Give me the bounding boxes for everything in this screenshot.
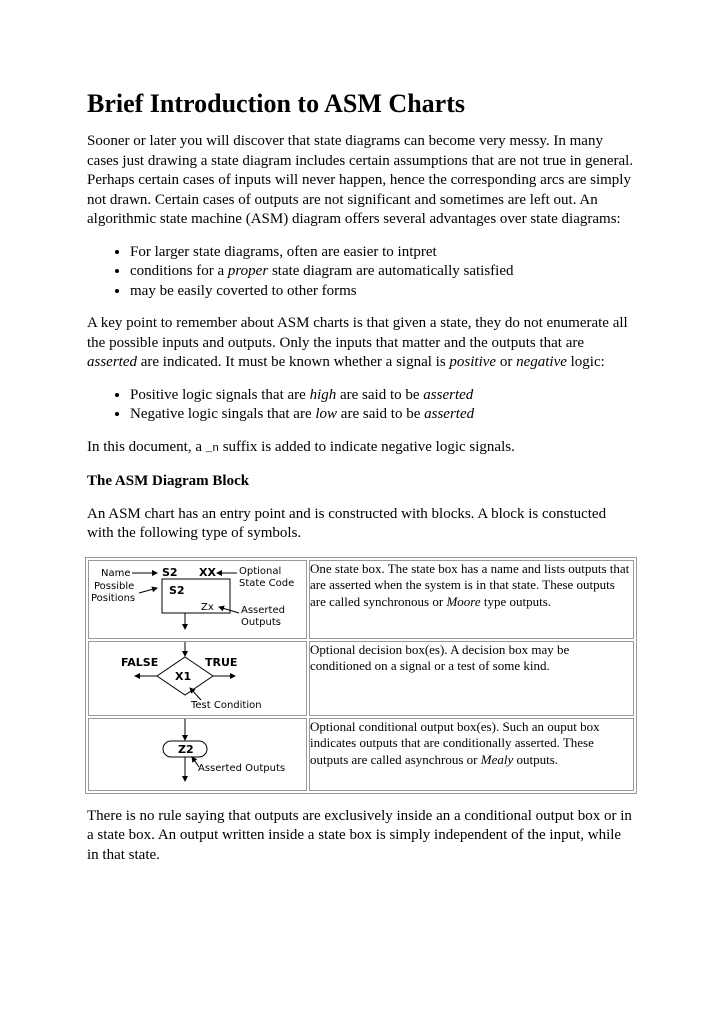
outputs-label: Outputs <box>241 616 281 628</box>
document-page <box>87 88 635 878</box>
intro-paragraph: Sooner or later you will discover that state diagrams can become very messy. In many cases just drawing a state diagram includes certain assumptions that are not true in general. Perhaps certain cases of inputs will never happen, hence the corresponding arcs are simply not drawn. Certain cases of outputs are not significant and sometimes are left out. An algorithmic state machine (ASM) diagram offers several advantages over state diagrams: <box>87 133 634 227</box>
list-item: • conditions for a proper state diagram are automatically satisfied <box>130 262 635 282</box>
asserted-arrow <box>219 607 239 613</box>
code-suffix: _n <box>205 442 219 455</box>
list-item: • Negative logic singals that are low are said to be asserted <box>130 405 635 425</box>
conditional-box-diagram <box>89 719 306 785</box>
list-item: • Positive logic signals that are high are said to be asserted <box>130 386 635 406</box>
advantages-list <box>87 243 635 302</box>
test-condition-label: Test Condition <box>191 699 262 710</box>
optional-label: Optional <box>239 565 282 577</box>
asserted-outputs-label: Asserted Outputs <box>198 762 286 774</box>
possible-label: Possible <box>94 580 135 592</box>
state-code: XX <box>199 565 216 579</box>
table-row <box>88 641 634 716</box>
decision-box-figure <box>88 641 307 716</box>
state-output: Zx <box>201 601 214 613</box>
state-name-top: S2 <box>162 565 178 579</box>
list-item: • may be easily coverted to other forms <box>130 282 635 302</box>
positions-label: Positions <box>91 592 136 604</box>
state-name-box: S2 <box>169 583 185 597</box>
test-arrow <box>190 688 201 700</box>
asserted-label: Asserted <box>241 604 285 616</box>
name-label: Name <box>101 567 131 579</box>
state-box-description: One state box. The state box has a name and lists outputs that are asserted when the system is in that state. These outputs are called synchronous or Moore type outputs. <box>309 560 634 639</box>
block-intro-paragraph: An ASM chart has an entry point and is constructed with blocks. A block is constucted with the following type of symbols. <box>87 505 607 541</box>
logic-list <box>87 386 635 425</box>
closing-paragraph: There is no rule saying that outputs are exclusively inside an a conditional output box or in a state box. An output written inside a state box is simply independent of the input, while in that state. <box>87 807 632 863</box>
decision-box-diagram <box>89 642 306 710</box>
state-box-figure <box>88 560 307 639</box>
conditional-box-figure <box>88 718 307 791</box>
conditional-box-description: Optional conditional output box(es). Such an ouput box indicates outputs that are conditionally asserted. These outputs are called asynchrous or Mealy outputs. <box>309 718 634 791</box>
decision-box-description: Optional decision box(es). A decision box may be conditioned on a signal or a test of some kind. <box>309 641 634 716</box>
section-heading: The ASM Diagram Block <box>87 473 250 489</box>
list-item: • For larger state diagrams, often are easier to intpret <box>130 243 635 263</box>
table-row <box>88 560 634 639</box>
decision-condition: X1 <box>175 669 192 683</box>
false-label: FALSE <box>121 655 159 669</box>
suffix-paragraph: In this document, a _n suffix is added to indicate negative logic signals. <box>87 438 515 455</box>
conditional-output: Z2 <box>178 742 194 756</box>
keypoint-paragraph: A key point to remember about ASM charts is that given a state, they do not enumerate all the possible inputs and outputs. Only the inputs that matter and the outputs that are asserted are indicated. It must be known whether a signal is positive or negative logic: <box>87 315 628 370</box>
state-code-label: State Code <box>239 577 295 589</box>
position-arrow <box>139 588 157 593</box>
symbol-table <box>85 557 637 794</box>
true-label: TRUE <box>205 655 238 669</box>
state-box-diagram <box>89 561 306 633</box>
page-title: Brief Introduction to ASM Charts <box>87 89 465 118</box>
table-row <box>88 718 634 791</box>
